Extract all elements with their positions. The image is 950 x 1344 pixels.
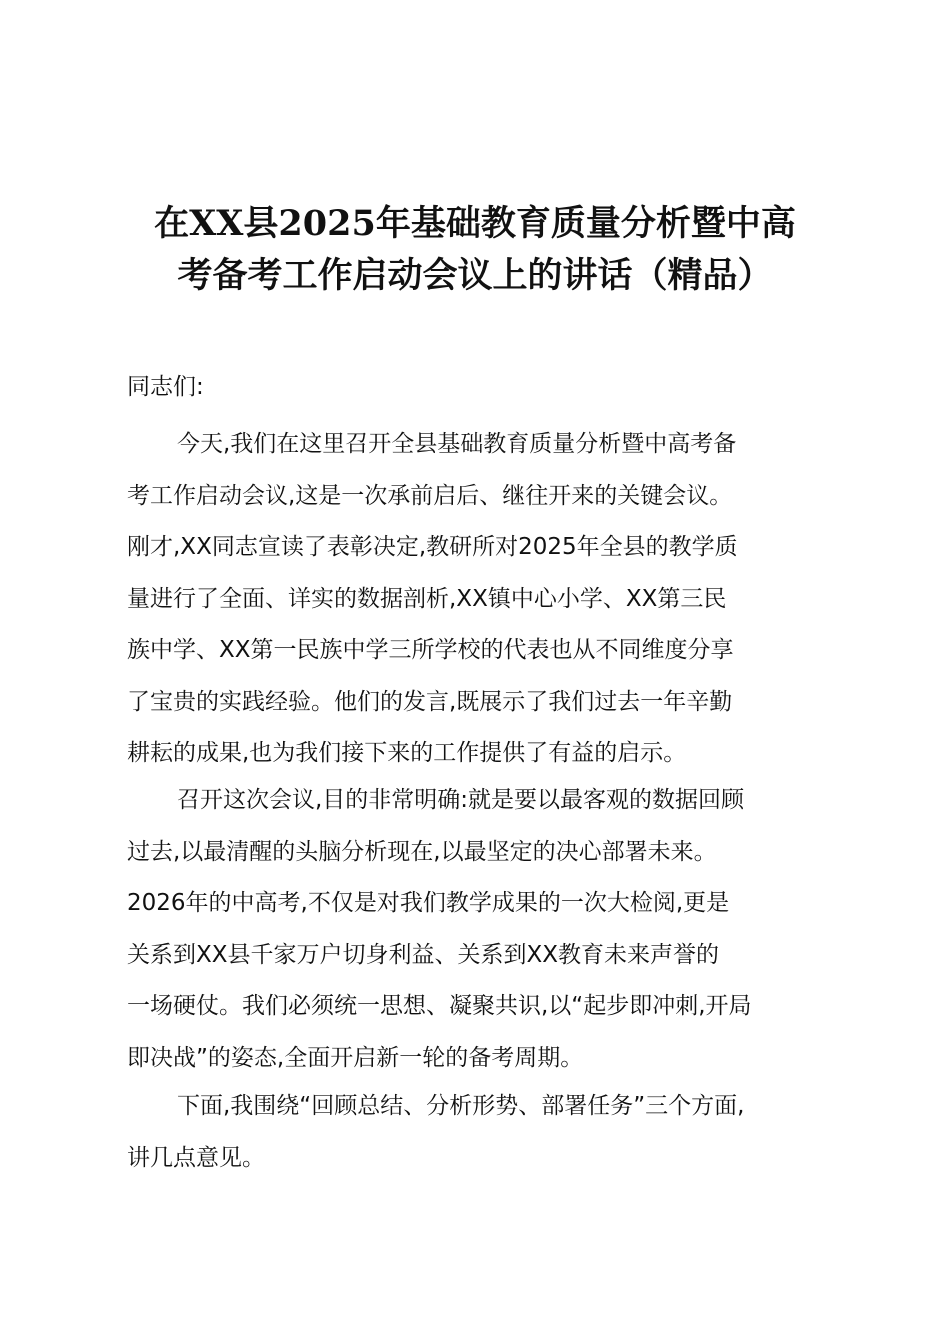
paragraph-line: 族中学、XX第一民族中学三所学校的代表也从不同维度分享 <box>127 637 734 663</box>
paragraph-line: 了宝贵的实践经验。他们的发言,既展示了我们过去一年辛勤 <box>127 688 733 715</box>
paragraph-line: 召开这次会议,目的非常明确:就是要以最客观的数据回顾 <box>177 787 745 813</box>
paragraph-line: 下面,我围绕“回顾总结、分析形势、部署任务”三个方面, <box>177 1093 745 1119</box>
title-line: 考备考工作启动会议上的讲话（精品） <box>177 255 773 296</box>
paragraph-line: 考工作启动会议,这是一次承前启后、继往开来的关键会议。 <box>127 482 733 509</box>
paragraph-line: 量进行了全面、详实的数据剖析,XX镇中心小学、XX第三民 <box>127 585 727 612</box>
body-paragraph <box>127 775 827 1084</box>
document-title <box>110 198 840 302</box>
title-line: 在XX县2025年基础教育质量分析暨中高 <box>154 203 796 244</box>
salutation: 同志们: <box>127 374 204 400</box>
paragraph-line: 耕耘的成果,也为我们接下来的工作提供了有益的启示。 <box>127 740 687 766</box>
paragraph-line: 今天,我们在这里召开全县基础教育质量分析暨中高考备 <box>177 431 737 457</box>
body-paragraph <box>127 419 827 780</box>
paragraph-line: 即决战”的姿态,全面开启新一轮的备考周期。 <box>127 1044 584 1071</box>
paragraph-line: 一场硬仗。我们必须统一思想、凝聚共识,以“起步即冲刺,开局 <box>127 993 752 1019</box>
paragraph-line: 过去,以最清醒的头脑分析现在,以最坚定的决心部署未来。 <box>127 838 717 865</box>
body-paragraph <box>127 1081 827 1184</box>
paragraph-line: 刚才,XX同志宣读了表彰决定,教研所对2025年全县的教学质 <box>127 534 738 560</box>
paragraph-line: 讲几点意见。 <box>127 1144 265 1171</box>
paragraph-line: 2026年的中高考,不仅是对我们教学成果的一次大检阅,更是 <box>127 890 730 916</box>
paragraph-line: 关系到XX县千家万户切身利益、关系到XX教育未来声誉的 <box>127 941 720 968</box>
